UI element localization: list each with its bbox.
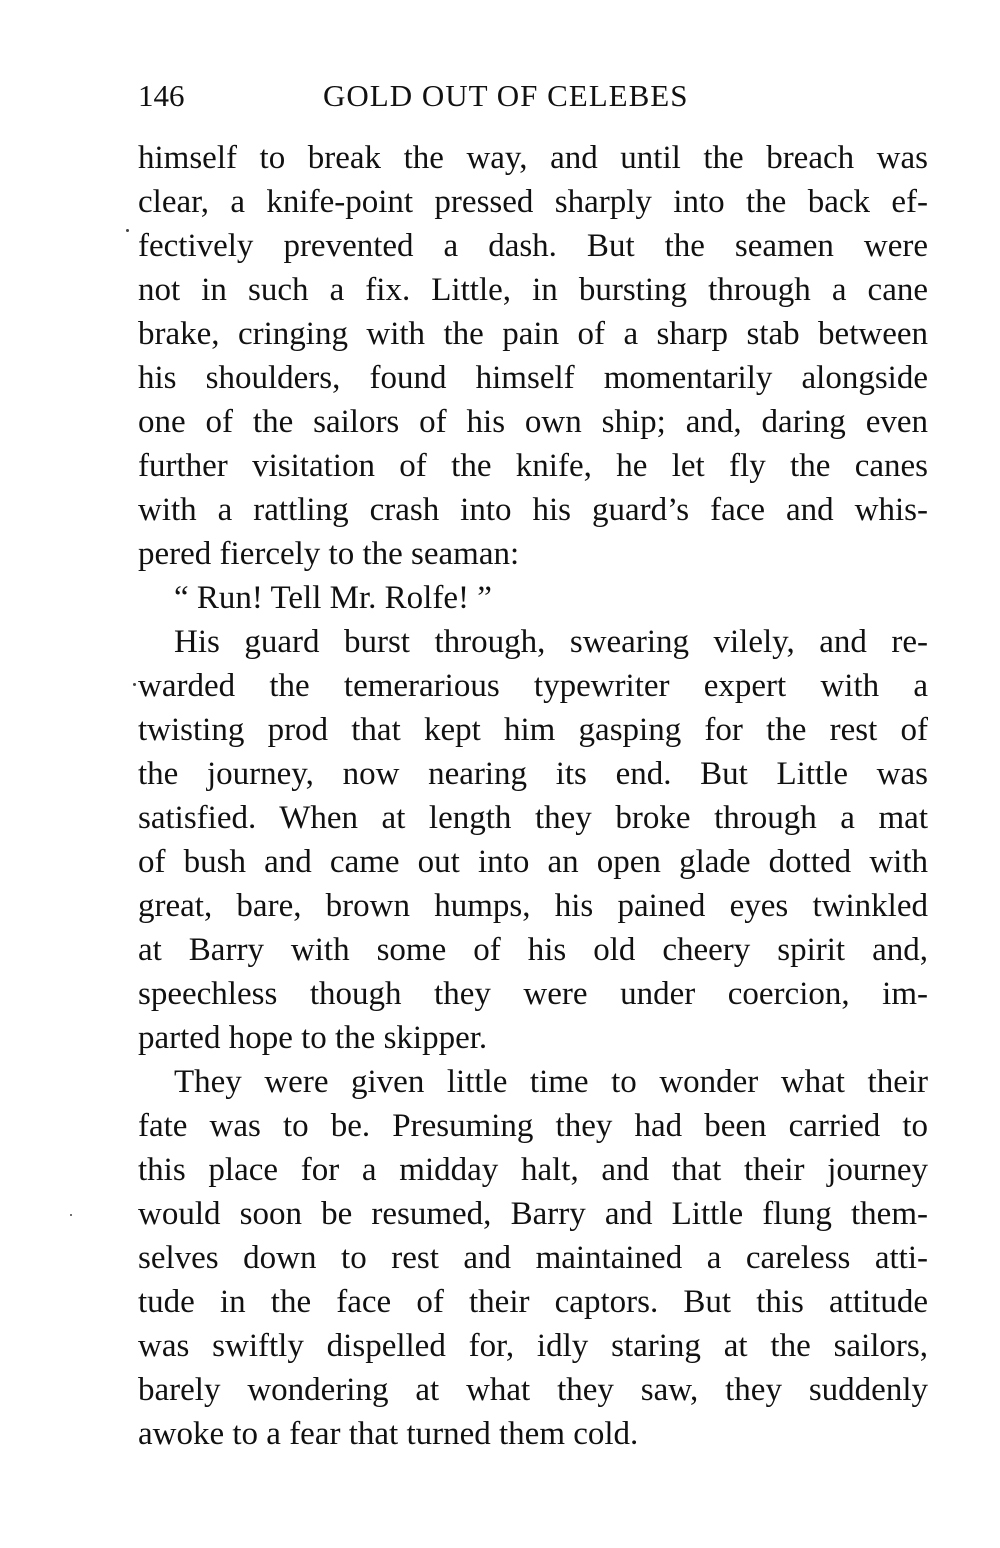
text-line: tude in the face of their captors. But this attitude (138, 1284, 928, 1320)
text-line: parted hope to the skipper. (138, 1020, 488, 1056)
text-line: barely wondering at what they saw, they suddenly (138, 1372, 928, 1408)
text-line: great, bare, brown humps, his pained eyes twinkled (138, 888, 928, 924)
text-line: at Barry with some of his old cheery spirit and, (138, 932, 928, 968)
text-line: clear, a knife-point pressed sharply into the back ef- (138, 184, 928, 220)
text-line: selves down to rest and maintained a careless atti- (138, 1240, 928, 1276)
scan-speck (126, 229, 129, 232)
text-line: pered fiercely to the seaman: (138, 536, 520, 572)
text-line: satisfied. When at length they broke through a mat (138, 800, 928, 836)
text-line: with a rattling crash into his guard’s face and whis- (138, 492, 928, 528)
text-line: speechless though they were under coercion, im- (138, 976, 928, 1012)
page-number: 146 (138, 78, 185, 113)
text-line: warded the temerarious typewriter expert with a (138, 668, 928, 704)
text-line: They were given little time to wonder what their (174, 1064, 928, 1100)
text-line: “ Run! Tell Mr. Rolfe! ” (174, 580, 492, 616)
text-line: not in such a fix. Little, in bursting through a cane (138, 272, 928, 308)
text-line: his shoulders, found himself momentarily alongside (138, 360, 928, 396)
text-line: the journey, now nearing its end. But Little was (138, 756, 928, 792)
book-title: GOLD OUT OF CELEBES (323, 78, 689, 113)
text-line: fectively prevented a dash. But the seamen were (138, 228, 928, 264)
text-line: brake, cringing with the pain of a sharp stab between (138, 316, 928, 352)
text-line: His guard burst through, swearing vilely, and re- (174, 624, 928, 660)
scan-speck (70, 1214, 72, 1216)
text-line: was swiftly dispelled for, idly staring at the sailors, (138, 1328, 928, 1364)
text-line: one of the sailors of his own ship; and, daring even (138, 404, 928, 440)
text-line: would soon be resumed, Barry and Little flung them- (138, 1196, 928, 1232)
text-line: twisting prod that kept him gasping for the rest of (138, 712, 928, 748)
text-line: himself to break the way, and until the breach was (138, 140, 928, 176)
running-head (138, 74, 928, 118)
text-line: further visitation of the knife, he let fly the canes (138, 448, 928, 484)
text-line: fate was to be. Presuming they had been carried to (138, 1108, 928, 1144)
text-line: of bush and came out into an open glade dotted with (138, 844, 928, 880)
text-line: awoke to a fear that turned them cold. (138, 1416, 639, 1452)
text-line: this place for a midday halt, and that their journey (138, 1152, 928, 1188)
scan-speck (133, 683, 136, 686)
